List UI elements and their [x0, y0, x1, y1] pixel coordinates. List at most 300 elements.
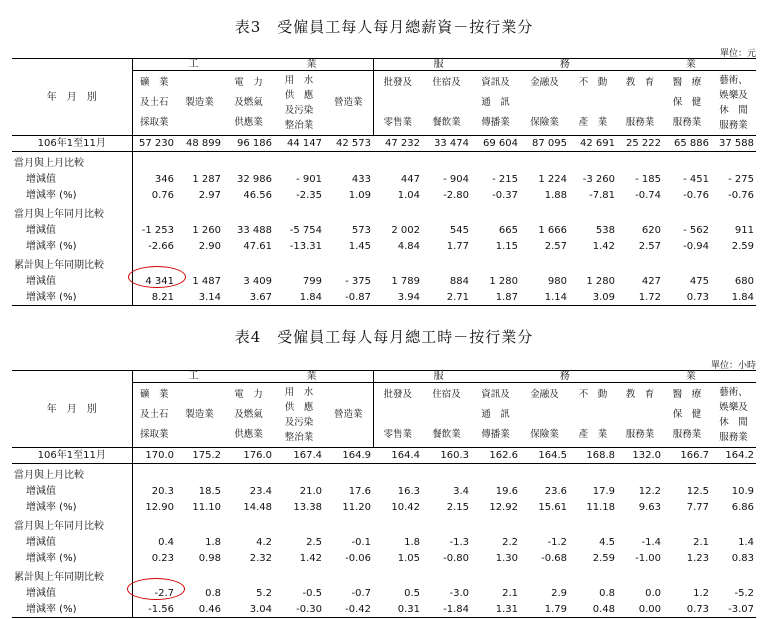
data-cell: 1.42: [299, 552, 322, 564]
data-cell: 2.59: [592, 552, 615, 564]
data-cell: 12.90: [145, 501, 174, 513]
data-cell: 1.30: [495, 552, 518, 564]
column-header-line: [619, 405, 661, 425]
data-cell: 1 487: [192, 275, 221, 287]
column-header-line: 採取業: [139, 429, 169, 440]
group-label: 工: [188, 371, 199, 382]
summary-cell: 176.0: [243, 450, 272, 461]
data-cell: 1.84: [299, 291, 322, 303]
data-cell: -2.7: [154, 587, 174, 599]
data-table: [12, 58, 756, 306]
group-label: 工: [188, 59, 199, 70]
row-label: 增減值: [12, 171, 132, 187]
data-cell: 1.8: [404, 536, 420, 548]
data-cell: 3.04: [249, 603, 272, 615]
data-cell: 2.2: [502, 536, 518, 548]
column-header-line: 批發及: [383, 77, 412, 88]
data-cell: 4.2: [256, 536, 272, 548]
data-cell: 4.5: [599, 536, 615, 548]
data-cell: -0.30: [296, 603, 322, 615]
column-header-line: 及土石: [139, 409, 169, 420]
data-cell: 18.5: [198, 485, 221, 497]
column-header: [663, 71, 711, 136]
data-cell: 2.5: [306, 536, 322, 548]
data-cell: 5.2: [256, 587, 272, 599]
column-header-line: 礦 業: [139, 389, 169, 400]
column-header-line: 及污染: [284, 417, 314, 428]
group-label: 務: [559, 59, 570, 70]
data-cell: -1.4: [641, 536, 661, 548]
column-header-line: 通 訊: [481, 97, 510, 108]
column-header-line: 資訊及: [481, 389, 510, 400]
data-cell: -0.7: [351, 587, 371, 599]
column-header: [176, 383, 223, 448]
column-header: [324, 71, 373, 136]
data-cell: -2.66: [148, 240, 174, 252]
data-cell: 545: [449, 224, 469, 236]
column-header-line: 保 健: [672, 97, 702, 108]
group-label: 業: [685, 59, 696, 70]
data-cell: 0.8: [599, 587, 615, 599]
column-header-line: 製造業: [185, 97, 214, 108]
data-cell: 1.4: [738, 536, 754, 548]
data-cell: -0.87: [345, 291, 371, 303]
data-table: [12, 370, 756, 618]
column-header-line: [424, 405, 469, 425]
summary-cell: 57 230: [139, 138, 174, 149]
column-header-line: 用 水: [284, 387, 314, 398]
column-header-line: 製造業: [185, 409, 214, 420]
summary-cell: 175.2: [192, 450, 221, 461]
data-cell: 0.73: [686, 291, 709, 303]
data-cell: 46.56: [243, 189, 272, 201]
column-header-line: 服務業: [672, 117, 702, 128]
column-header-line: 金融及: [530, 77, 559, 88]
data-cell: 23.6: [544, 485, 567, 497]
data-cell: -0.76: [728, 189, 754, 201]
data-cell: 17.6: [348, 485, 371, 497]
table3-block: [12, 8, 756, 303]
column-header-line: 休 閒: [719, 417, 748, 428]
data-cell: 1.88: [544, 189, 567, 201]
summary-cell: 69 604: [483, 138, 518, 149]
column-header-line: 營造業: [333, 97, 363, 108]
column-header-line: [326, 73, 371, 93]
data-cell: 1.14: [544, 291, 567, 303]
column-header-line: 零售業: [383, 117, 412, 128]
column-header-line: [376, 93, 421, 113]
section-label: 當月與上月比較: [12, 152, 132, 172]
data-cell: 1.87: [495, 291, 518, 303]
data-cell: 47.61: [243, 240, 272, 252]
column-header-line: 批發及: [383, 389, 412, 400]
data-cell: 12.2: [638, 485, 661, 497]
column-header-line: 服務業: [719, 432, 748, 443]
summary-cell: 87 095: [532, 138, 567, 149]
column-header-line: [571, 405, 615, 425]
column-header-line: 保險業: [530, 429, 559, 440]
row-label: 增減值: [12, 483, 132, 499]
data-cell: 538: [595, 224, 615, 236]
data-cell: 665: [498, 224, 518, 236]
data-cell: 2.1: [502, 587, 518, 599]
data-cell: 1.79: [544, 603, 567, 615]
data-cell: 0.23: [151, 552, 174, 564]
summary-label: 106年1至11月: [12, 136, 132, 152]
column-header-line: [326, 113, 371, 133]
data-cell: 0.48: [592, 603, 615, 615]
column-header: [617, 71, 663, 136]
column-header-line: [178, 425, 221, 445]
column-header: [471, 383, 520, 448]
data-cell: -1.3: [449, 536, 469, 548]
data-cell: -0.37: [492, 189, 518, 201]
table4-unit: 單位：小時: [710, 361, 756, 371]
column-header-line: 採取業: [139, 117, 169, 128]
column-header-line: 整治業: [284, 120, 314, 131]
column-header-line: 服務業: [719, 120, 748, 131]
column-header: [471, 71, 520, 136]
column-header: [132, 71, 176, 136]
column-header-line: 不 動: [578, 77, 608, 88]
data-cell: 9.63: [638, 501, 661, 513]
column-header-line: 服務業: [625, 117, 655, 128]
data-cell: 2.90: [198, 240, 221, 252]
column-header-line: 傳播業: [481, 429, 510, 440]
table4: [12, 370, 756, 618]
data-cell: 447: [400, 173, 420, 185]
summary-cell: 65 886: [674, 138, 709, 149]
data-cell: 17.9: [592, 485, 615, 497]
column-header-line: 供應業: [234, 117, 263, 128]
section-label: 當月與上年同月比較: [12, 203, 132, 222]
column-header: [132, 383, 176, 448]
data-cell: 884: [449, 275, 469, 287]
data-cell: 911: [734, 224, 754, 236]
data-cell: 980: [547, 275, 567, 287]
column-header-line: 及燃氣: [234, 409, 263, 420]
data-cell: 2.9: [551, 587, 567, 599]
data-cell: -3.07: [728, 603, 754, 615]
column-header: [569, 383, 617, 448]
column-header-line: 營造業: [333, 409, 363, 420]
summary-cell: 42 691: [580, 138, 615, 149]
data-cell: -2.35: [296, 189, 322, 201]
column-header: [617, 383, 663, 448]
data-cell: 346: [154, 173, 174, 185]
data-cell: -0.42: [345, 603, 371, 615]
data-cell: 1.77: [446, 240, 469, 252]
summary-cell: 164.4: [391, 450, 420, 461]
data-cell: 1.15: [495, 240, 518, 252]
data-cell: 680: [734, 275, 754, 287]
column-header: [663, 383, 711, 448]
section-label: 當月與上年同月比較: [12, 515, 132, 534]
column-header: [422, 71, 471, 136]
column-header-line: [178, 113, 221, 133]
data-cell: 3 409: [243, 275, 272, 287]
data-cell: 4 341: [145, 275, 174, 287]
data-cell: 0.46: [198, 603, 221, 615]
data-cell: 32 986: [237, 173, 272, 185]
data-cell: - 275: [728, 173, 754, 185]
summary-cell: 48 899: [186, 138, 221, 149]
data-cell: -3 260: [582, 173, 615, 185]
column-header-line: 醫 療: [672, 389, 702, 400]
data-cell: - 375: [345, 275, 371, 287]
table4-block: [12, 318, 756, 615]
year-month-header: 年 月 別: [12, 59, 132, 136]
data-cell: 2.59: [731, 240, 754, 252]
data-cell: 1.84: [731, 291, 754, 303]
column-header: [176, 71, 223, 136]
row-label: 增減率 (%): [12, 550, 132, 566]
data-cell: -0.76: [683, 189, 709, 201]
year-month-header: 年 月 別: [12, 371, 132, 448]
data-cell: 2.1: [693, 536, 709, 548]
data-cell: 1.45: [348, 240, 371, 252]
column-header-line: 用 水: [284, 75, 314, 86]
column-header-line: [522, 405, 567, 425]
data-cell: 11.10: [192, 501, 221, 513]
column-header-line: 服務業: [672, 429, 702, 440]
column-header-line: 餐飲業: [432, 117, 461, 128]
data-cell: 2.97: [198, 189, 221, 201]
group-label: 業: [306, 59, 317, 70]
data-cell: 33 488: [237, 224, 272, 236]
data-cell: 8.21: [151, 291, 174, 303]
data-cell: 11.18: [586, 501, 615, 513]
data-cell: 1.8: [205, 536, 221, 548]
column-header: [373, 71, 422, 136]
data-cell: 3.14: [198, 291, 221, 303]
data-cell: -3.0: [449, 587, 469, 599]
column-header-line: 電 力: [234, 389, 263, 400]
data-cell: 14.48: [243, 501, 272, 513]
data-cell: 1 260: [192, 224, 221, 236]
data-cell: -1.84: [443, 603, 469, 615]
row-label: 增減值: [12, 534, 132, 550]
data-cell: 15.61: [538, 501, 567, 513]
data-cell: - 215: [492, 173, 518, 185]
column-header-line: 及土石: [139, 97, 169, 108]
table4-title: 表4 受僱員工每人每月總工時－按行業分: [234, 328, 534, 346]
data-cell: -0.68: [541, 552, 567, 564]
column-header-line: 娛樂及: [719, 402, 748, 413]
data-cell: - 562: [683, 224, 709, 236]
data-cell: 427: [641, 275, 661, 287]
column-header-line: 醫 療: [672, 77, 702, 88]
column-header: [569, 71, 617, 136]
data-cell: 0.73: [686, 603, 709, 615]
data-cell: 2.71: [446, 291, 469, 303]
data-cell: 799: [302, 275, 322, 287]
column-header-line: [178, 73, 221, 93]
data-cell: 475: [689, 275, 709, 287]
summary-cell: 37 588: [719, 138, 754, 149]
data-cell: 10.9: [731, 485, 754, 497]
data-cell: 1 789: [391, 275, 420, 287]
column-header-line: 傳播業: [481, 117, 510, 128]
column-header: [274, 71, 324, 136]
column-header-line: 礦 業: [139, 77, 169, 88]
table3-unit: 單位：元: [719, 49, 756, 59]
data-cell: 6.86: [731, 501, 754, 513]
summary-cell: 162.6: [489, 450, 518, 461]
data-cell: -0.74: [635, 189, 661, 201]
group-label: 服: [433, 59, 444, 70]
data-cell: 0.83: [731, 552, 754, 564]
column-header: [324, 383, 373, 448]
column-header-line: 住宿及: [432, 77, 461, 88]
data-cell: 4.84: [397, 240, 420, 252]
column-header-line: 藝術、: [719, 387, 748, 398]
data-cell: 1.23: [686, 552, 709, 564]
column-header-line: 教 育: [625, 77, 655, 88]
column-header: [422, 383, 471, 448]
data-cell: 1.09: [348, 189, 371, 201]
data-cell: -0.5: [302, 587, 322, 599]
column-header-line: [326, 425, 371, 445]
column-header-line: 藝術、: [719, 75, 748, 86]
data-cell: 1.72: [638, 291, 661, 303]
group-label: 業: [306, 371, 317, 382]
column-header-line: [326, 385, 371, 405]
data-cell: 1.05: [397, 552, 420, 564]
column-header: [520, 383, 569, 448]
column-header: [223, 71, 274, 136]
column-header-line: [376, 405, 421, 425]
row-label: 增減值: [12, 273, 132, 289]
column-header-line: [178, 385, 221, 405]
data-cell: -5 754: [289, 224, 322, 236]
column-header-line: 不 動: [578, 389, 608, 400]
data-cell: 23.4: [249, 485, 272, 497]
data-cell: 0.5: [404, 587, 420, 599]
summary-cell: 33 474: [434, 138, 469, 149]
column-header-line: 產 業: [578, 117, 608, 128]
data-cell: 2.32: [249, 552, 272, 564]
column-header-line: 整治業: [284, 432, 314, 443]
data-cell: 1 280: [586, 275, 615, 287]
section-label: 當月與上月比較: [12, 464, 132, 484]
row-label: 增減值: [12, 222, 132, 238]
data-cell: - 185: [635, 173, 661, 185]
data-cell: 12.92: [489, 501, 518, 513]
data-cell: 1 287: [192, 173, 221, 185]
data-cell: -7.81: [589, 189, 615, 201]
data-cell: 2 002: [391, 224, 420, 236]
column-header-line: 通 訊: [481, 409, 510, 420]
data-cell: -1.2: [547, 536, 567, 548]
row-label: 增減值: [12, 585, 132, 601]
column-header-line: [424, 93, 469, 113]
table3: [12, 58, 756, 306]
data-cell: 2.57: [638, 240, 661, 252]
column-header-line: 及污染: [284, 105, 314, 116]
data-cell: 20.3: [151, 485, 174, 497]
summary-cell: 47 232: [385, 138, 420, 149]
data-cell: 10.42: [391, 501, 420, 513]
column-header: [373, 383, 422, 448]
summary-cell: 25 222: [626, 138, 661, 149]
data-cell: -1 253: [141, 224, 174, 236]
data-cell: -13.31: [289, 240, 322, 252]
data-cell: 0.00: [638, 603, 661, 615]
column-header-line: 保 健: [672, 409, 702, 420]
row-label: 增減率 (%): [12, 187, 132, 203]
data-cell: 3.94: [397, 291, 420, 303]
row-label: 增減率 (%): [12, 499, 132, 515]
data-cell: 1 666: [538, 224, 567, 236]
data-cell: 19.6: [495, 485, 518, 497]
group-label: 務: [559, 371, 570, 382]
group-label: 服: [433, 371, 444, 382]
data-cell: 16.3: [397, 485, 420, 497]
data-cell: 0.4: [158, 536, 174, 548]
column-header: [711, 71, 756, 136]
column-header-line: 產 業: [578, 429, 608, 440]
summary-label: 106年1至11月: [12, 448, 132, 464]
data-cell: 2.15: [446, 501, 469, 513]
summary-cell: 96 186: [237, 138, 272, 149]
data-cell: -1.00: [635, 552, 661, 564]
column-header-line: 教 育: [625, 389, 655, 400]
data-cell: 1 224: [538, 173, 567, 185]
data-cell: - 901: [296, 173, 322, 185]
data-cell: 21.0: [299, 485, 322, 497]
data-cell: -0.80: [443, 552, 469, 564]
data-cell: 1.31: [495, 603, 518, 615]
column-header-line: 供 應: [284, 402, 314, 413]
data-cell: 3.67: [249, 291, 272, 303]
data-cell: 3.09: [592, 291, 615, 303]
summary-cell: 167.4: [293, 450, 322, 461]
data-cell: -0.94: [683, 240, 709, 252]
column-header-line: 供 應: [284, 90, 314, 101]
summary-cell: 42 573: [336, 138, 371, 149]
summary-cell: 170.0: [145, 450, 174, 461]
data-cell: 12.5: [686, 485, 709, 497]
data-cell: -0.1: [351, 536, 371, 548]
highlight-circle-table4: [127, 578, 185, 600]
section-label: 累計與上年同期比較: [12, 566, 132, 585]
summary-cell: 160.3: [440, 450, 469, 461]
column-header: [520, 71, 569, 136]
column-header-line: 金融及: [530, 389, 559, 400]
column-header-line: 餐飲業: [432, 429, 461, 440]
data-cell: 0.76: [151, 189, 174, 201]
column-header-line: 住宿及: [432, 389, 461, 400]
data-cell: 2.57: [544, 240, 567, 252]
data-cell: 1.42: [592, 240, 615, 252]
column-header: [223, 383, 274, 448]
summary-cell: 166.7: [680, 450, 709, 461]
data-cell: 573: [351, 224, 371, 236]
column-header-line: 及燃氣: [234, 97, 263, 108]
summary-cell: 164.2: [725, 450, 754, 461]
group-label: 業: [685, 371, 696, 382]
column-header-line: 電 力: [234, 77, 263, 88]
data-cell: -1.56: [148, 603, 174, 615]
data-cell: -5.2: [734, 587, 754, 599]
column-header-line: 服務業: [625, 429, 655, 440]
data-cell: 1.04: [397, 189, 420, 201]
summary-cell: 168.8: [586, 450, 615, 461]
data-cell: -2.80: [443, 189, 469, 201]
summary-cell: 44 147: [287, 138, 322, 149]
highlight-circle-table3: [128, 266, 186, 288]
